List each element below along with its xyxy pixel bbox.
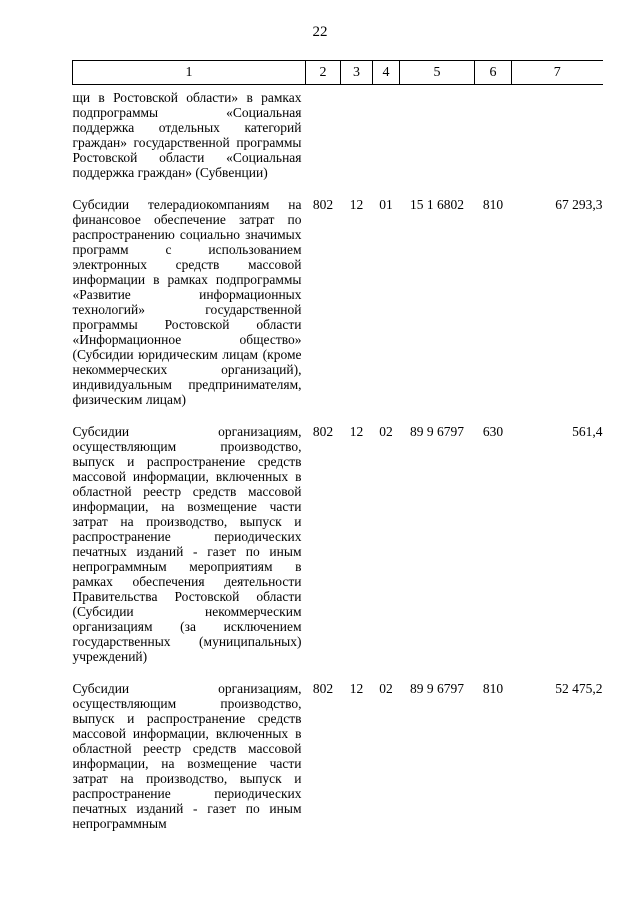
row-col-3: [341, 85, 373, 198]
header-col-5: 5: [400, 61, 475, 85]
table-row: [73, 681, 603, 831]
row-col-6: 630: [482, 424, 504, 439]
header-col-3: 3: [341, 61, 373, 85]
header-row: [73, 61, 603, 85]
row-col-4: 01: [379, 197, 393, 212]
header-col-1: 1: [73, 61, 306, 85]
row-col-2: 802: [312, 681, 334, 696]
header-col-6: 6: [475, 61, 512, 85]
budget-table: [72, 60, 603, 831]
row-amount: 52 475,2: [555, 681, 603, 696]
page-number: 22: [312, 24, 328, 40]
row-col-6: 810: [482, 681, 504, 696]
row-col-4: [373, 85, 400, 198]
row-col-2: [306, 85, 341, 198]
row-col-5: [400, 85, 475, 198]
row-description: Субсидии организациям, осуществляющим производство, выпуск и распространение средств массовой информации, включенных в областной реестр средств массовой информации, на возмещение части затрат на производство, выпуск и распространение периодических печатных изданий - газет по иным непрограммным мероприятиям в рамках обеспечения деятельности Правительства Ростовской области (Субсидии некоммерческим организациям (за исключением государственных (муниципальных) учреждений): [72, 424, 302, 664]
header-col-7: 7: [512, 61, 603, 85]
row-col-3: 12: [349, 197, 364, 212]
table-row: [73, 424, 603, 681]
row-col-2: 802: [312, 424, 334, 439]
row-amount: 561,4: [572, 424, 603, 439]
table-row: [73, 197, 603, 424]
header-col-4: 4: [373, 61, 400, 85]
header-col-2: 2: [306, 61, 341, 85]
row-col-6: [475, 85, 512, 198]
row-col-3: 12: [349, 681, 364, 696]
row-description: Субсидии телерадиокомпаниям на финансовое обеспечение затрат по распространению социально значимых программ с использованием электронных средств массовой информации в рамках подпрограммы «Развитие информационных технологий» государственной программы Ростовской области «Информационное общество» (Субсидии юридическим лицам (кроме некоммерческих организаций), индивидуальным предпринимателям, физическим лицам): [72, 197, 302, 407]
row-col-5: 15 1 6802: [410, 197, 464, 212]
row-col-2: 802: [312, 197, 334, 212]
row-description: щи в Ростовской области» в рамках подпрограммы «Социальная поддержка отдельных категорий граждан» государственной программы Ростовской области «Социальная поддержка граждан» (Субвенции): [72, 90, 302, 180]
row-col-4: 02: [379, 681, 393, 696]
row-amount: [512, 85, 603, 198]
row-col-3: 12: [349, 424, 364, 439]
row-amount: 67 293,3: [555, 197, 603, 212]
row-col-5: 89 9 6797: [410, 681, 464, 696]
row-description: Субсидии организациям, осуществляющим производство, выпуск и распространение средств массовой информации, включенных в областной реестр средств массовой информации, на возмещение части затрат на производство, выпуск и распространение периодических печатных изданий - газет по иным непрограммным: [72, 681, 302, 831]
table-row: [73, 85, 603, 198]
row-col-6: 810: [482, 197, 504, 212]
row-col-5: 89 9 6797: [410, 424, 464, 439]
row-col-4: 02: [379, 424, 393, 439]
